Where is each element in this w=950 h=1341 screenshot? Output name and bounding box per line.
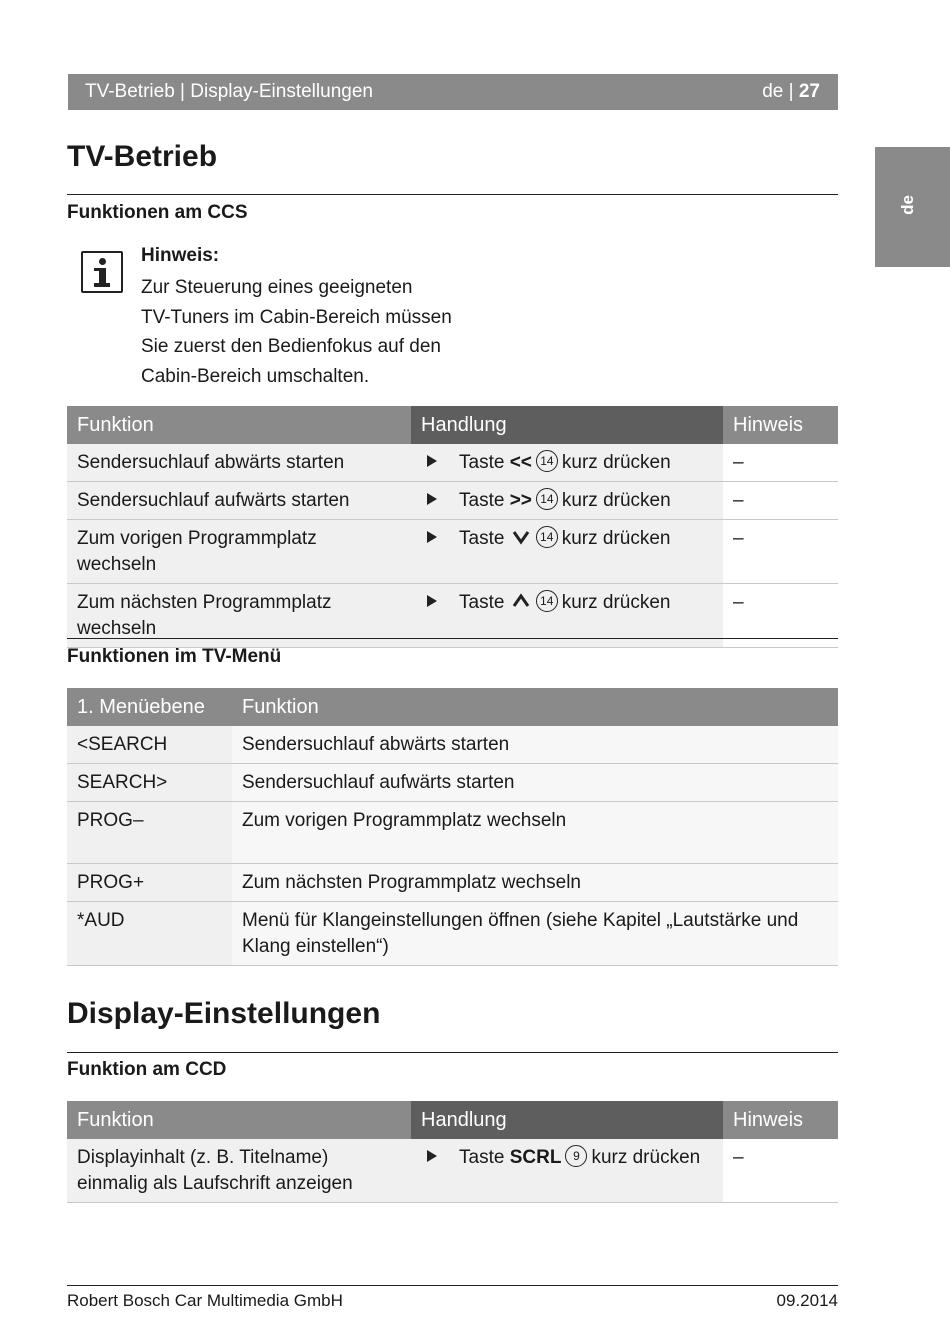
key-number-badge: 9	[565, 1145, 587, 1167]
action-text: kurz drücken	[561, 592, 671, 613]
page-number: 27	[798, 81, 820, 102]
col-header-funktion: Funktion	[232, 688, 838, 726]
table-row	[67, 520, 838, 584]
cell-funktion: Zum vorigen Programmplatz wechseln	[67, 520, 411, 584]
note-line: Sie zuerst den Bedienfokus auf den	[141, 336, 441, 357]
key-number-badge: 14	[536, 526, 558, 548]
cell-menuebene: SEARCH>	[67, 764, 232, 802]
note-title: Hinweis:	[141, 245, 220, 266]
table-row	[67, 726, 838, 764]
bullet-arrow-icon	[427, 1150, 437, 1162]
cell-funktion: Sendersuchlauf aufwärts starten	[67, 482, 411, 520]
bullet-arrow-icon	[427, 531, 437, 543]
taste-label: Taste	[459, 528, 505, 549]
cell-handlung	[411, 482, 723, 520]
cell-funktion: Zum nächsten Programmplatz wechseln	[232, 864, 838, 902]
subheading-ccd: Funktion am CCD	[67, 1059, 227, 1080]
table-row	[67, 764, 838, 802]
header-page: de | 27	[762, 81, 820, 102]
table-row	[67, 1139, 838, 1203]
table-header-row	[67, 1101, 838, 1139]
action-text: kurz drücken	[561, 490, 671, 511]
table-row	[67, 444, 838, 482]
table-row	[67, 802, 838, 864]
cell-handlung	[411, 520, 723, 584]
taste-label: Taste	[459, 1147, 505, 1168]
cell-menuebene: PROG+	[67, 864, 232, 902]
table-row	[67, 902, 838, 966]
cell-funktion: Zum vorigen Programmplatz wechseln	[232, 802, 838, 864]
col-header-handlung: Handlung	[411, 406, 723, 444]
cell-menuebene: PROG–	[67, 802, 232, 864]
tv-menu-table	[67, 688, 838, 966]
cell-hinweis: –	[723, 482, 838, 520]
subheading-ccs: Funktionen am CCS	[67, 202, 248, 223]
section-title-display: Display-Einstellungen	[67, 997, 381, 1030]
cell-menuebene: *AUD	[67, 902, 232, 966]
cell-hinweis: –	[723, 584, 838, 648]
cell-handlung	[411, 444, 723, 482]
divider	[67, 194, 838, 195]
action-text: kurz drücken	[561, 528, 671, 549]
col-header-hinweis: Hinweis	[723, 1101, 838, 1139]
key-number-badge: 14	[536, 450, 558, 472]
bullet-arrow-icon	[427, 595, 437, 607]
ccd-functions-table	[67, 1101, 838, 1203]
note-line: Zur Steuerung eines geeigneten	[141, 277, 413, 298]
info-icon	[81, 251, 123, 293]
cell-funktion: Sendersuchlauf aufwärts starten	[232, 764, 838, 802]
note-text	[141, 273, 461, 391]
cell-hinweis: –	[723, 1139, 838, 1203]
section-title-tv: TV-Betrieb	[67, 140, 218, 173]
ccs-functions-table	[67, 406, 838, 648]
col-header-funktion: Funktion	[67, 1101, 411, 1139]
header-section: TV-Betrieb | Display-Einstellungen	[85, 81, 373, 102]
chevron-down-icon	[512, 529, 530, 545]
col-header-menuebene: 1. Menüebene	[67, 688, 232, 726]
note-line: TV-Tuners im Cabin-Bereich müssen	[141, 306, 452, 328]
col-header-handlung: Handlung	[411, 1101, 723, 1139]
action-text: kurz drücken	[591, 1147, 701, 1168]
cell-funktion: Sendersuchlauf abwärts starten	[67, 444, 411, 482]
cell-funktion: Displayinhalt (z. B. Titelname) einmalig als Laufschrift anzeigen	[67, 1139, 411, 1203]
language-tab	[875, 147, 950, 267]
cell-hinweis: –	[723, 444, 838, 482]
taste-label: Taste	[459, 592, 505, 613]
cell-menuebene: <SEARCH	[67, 726, 232, 764]
key-symbol: SCRL	[509, 1147, 562, 1168]
cell-funktion: Sendersuchlauf abwärts starten	[232, 726, 838, 764]
divider	[67, 638, 838, 639]
divider	[67, 1052, 838, 1053]
footer-divider	[67, 1285, 838, 1286]
page-header	[68, 74, 838, 110]
note-line: Cabin-Bereich umschalten.	[141, 365, 370, 387]
table-header-row	[67, 688, 838, 726]
key-number-badge: 14	[536, 488, 558, 510]
col-header-hinweis: Hinweis	[723, 406, 838, 444]
chevron-up-icon	[512, 593, 530, 609]
key-number-badge: 14	[536, 590, 558, 612]
taste-label: Taste	[459, 490, 505, 511]
table-row	[67, 864, 838, 902]
action-text: kurz drücken	[561, 452, 671, 473]
language-tab-label: de	[897, 195, 917, 215]
table-row	[67, 482, 838, 520]
header-lang: de	[762, 81, 784, 102]
taste-label: Taste	[459, 452, 505, 473]
bullet-arrow-icon	[427, 455, 437, 467]
footer-company: Robert Bosch Car Multimedia GmbH	[67, 1291, 343, 1310]
key-symbol: >>	[509, 490, 532, 511]
cell-funktion: Menü für Klangeinstellungen öffnen (siehe Kapitel „Lautstärke und Klang einstellen“)	[232, 902, 838, 966]
key-symbol: <<	[509, 452, 532, 473]
table-header-row	[67, 406, 838, 444]
subheading-tv-menu: Funktionen im TV-Menü	[67, 646, 282, 667]
footer-date: 09.2014	[776, 1291, 838, 1310]
bullet-arrow-icon	[427, 493, 437, 505]
col-header-funktion: Funktion	[67, 406, 411, 444]
cell-handlung	[411, 1139, 723, 1203]
cell-funktion: Zum nächsten Programmplatz wechseln	[67, 584, 411, 648]
cell-hinweis: –	[723, 520, 838, 584]
